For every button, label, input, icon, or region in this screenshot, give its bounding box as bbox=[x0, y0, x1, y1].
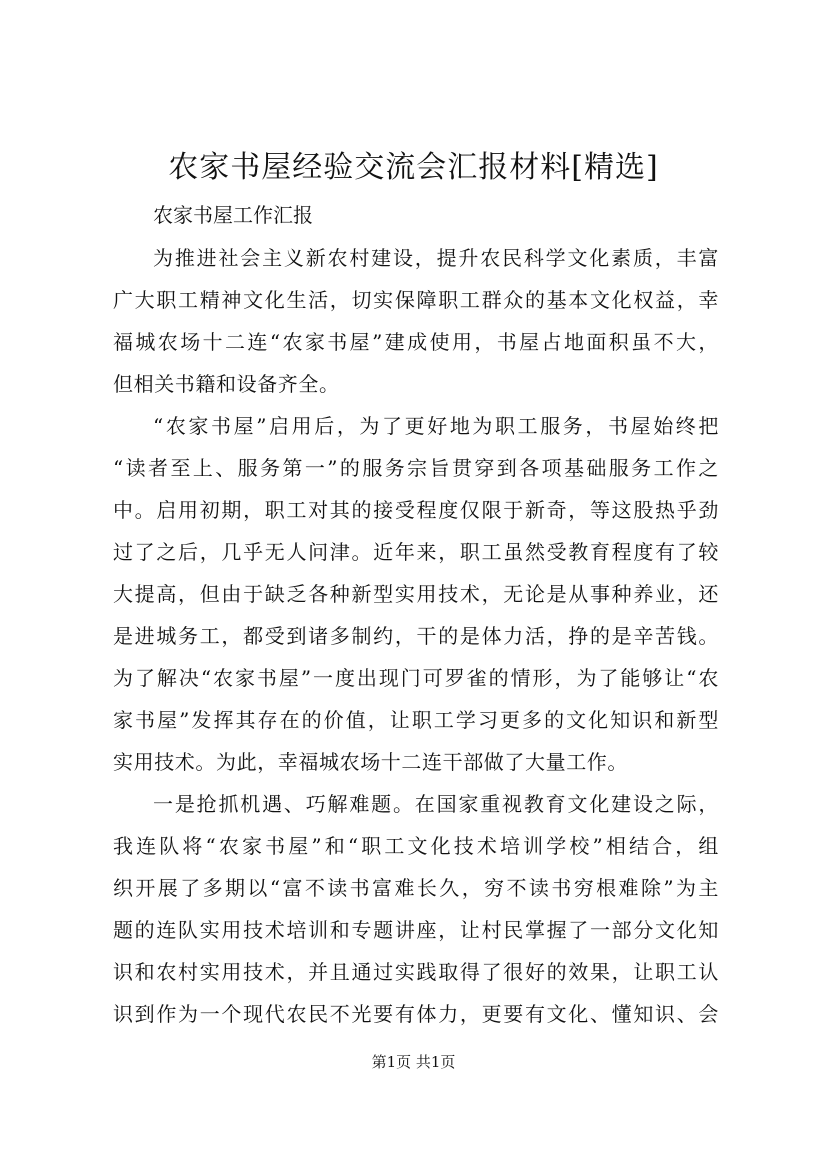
paragraph-line: 为推进社会主义新农村建设，提升农民科学文化素质，丰富 bbox=[153, 246, 719, 270]
paragraph-line: 是进城务工，都受到诸多制约，干的是体力活，挣的是辛苦钱。 bbox=[113, 624, 719, 648]
paragraph-line: “农家书屋”启用后，为了更好地为职工服务，书屋始终把 bbox=[153, 414, 719, 438]
paragraph-line: 大提高，但由于缺乏各种新型实用技术，无论是从事种养业，还 bbox=[113, 582, 719, 606]
document-title: 农家书屋经验交流会汇报材料[精选] bbox=[168, 150, 659, 185]
page-footer: 第1页 共1页 bbox=[371, 1053, 456, 1071]
paragraph-line: 为了解决“农家书屋”一度出现门可罗雀的情形，为了能够让“农 bbox=[113, 666, 719, 690]
paragraph-1 bbox=[113, 237, 719, 405]
paragraph-line: “读者至上、服务第一”的服务宗旨贯穿到各项基础服务工作之 bbox=[113, 456, 719, 480]
document-subtitle: 农家书屋工作汇报 bbox=[153, 203, 313, 227]
paragraph-line: 中。启用初期，职工对其的接受程度仅限于新奇，等这股热乎劲 bbox=[113, 498, 719, 522]
paragraph-line: 过了之后，几乎无人问津。近年来，职工虽然受教育程度有了较 bbox=[113, 540, 719, 564]
paragraph-line: 题的连队实用技术培训和专题讲座，让村民掌握了一部分文化知 bbox=[113, 918, 719, 942]
paragraph-line: 我连队将“农家书屋”和“职工文化技术培训学校”相结合，组 bbox=[113, 834, 719, 858]
paragraph-line: 实用技术。为此，幸福城农场十二连干部做了大量工作。 bbox=[113, 750, 628, 774]
paragraph-line: 家书屋”发挥其存在的价值，让职工学习更多的文化知识和新型 bbox=[113, 708, 719, 732]
paragraph-3 bbox=[113, 783, 719, 1035]
paragraph-line: 福城农场十二连“农家书屋”建成使用，书屋占地面积虽不大， bbox=[113, 330, 719, 354]
paragraph-line: 但相关书籍和设备齐全。 bbox=[113, 372, 340, 396]
paragraph-line: 识和农村实用技术，并且通过实践取得了很好的效果，让职工认 bbox=[113, 960, 719, 984]
paragraph-line: 一是抢抓机遇、巧解难题。在国家重视教育文化建设之际， bbox=[153, 792, 719, 816]
paragraph-2 bbox=[113, 405, 719, 783]
paragraph-line: 广大职工精神文化生活，切实保障职工群众的基本文化权益，幸 bbox=[113, 288, 719, 312]
paragraph-line: 织开展了多期以“富不读书富难长久，穷不读书穷根难除”为主 bbox=[113, 876, 719, 900]
paragraph-line: 识到作为一个现代农民不光要有体力，更要有文化、懂知识、会 bbox=[113, 1002, 719, 1026]
document-body bbox=[113, 193, 719, 1035]
